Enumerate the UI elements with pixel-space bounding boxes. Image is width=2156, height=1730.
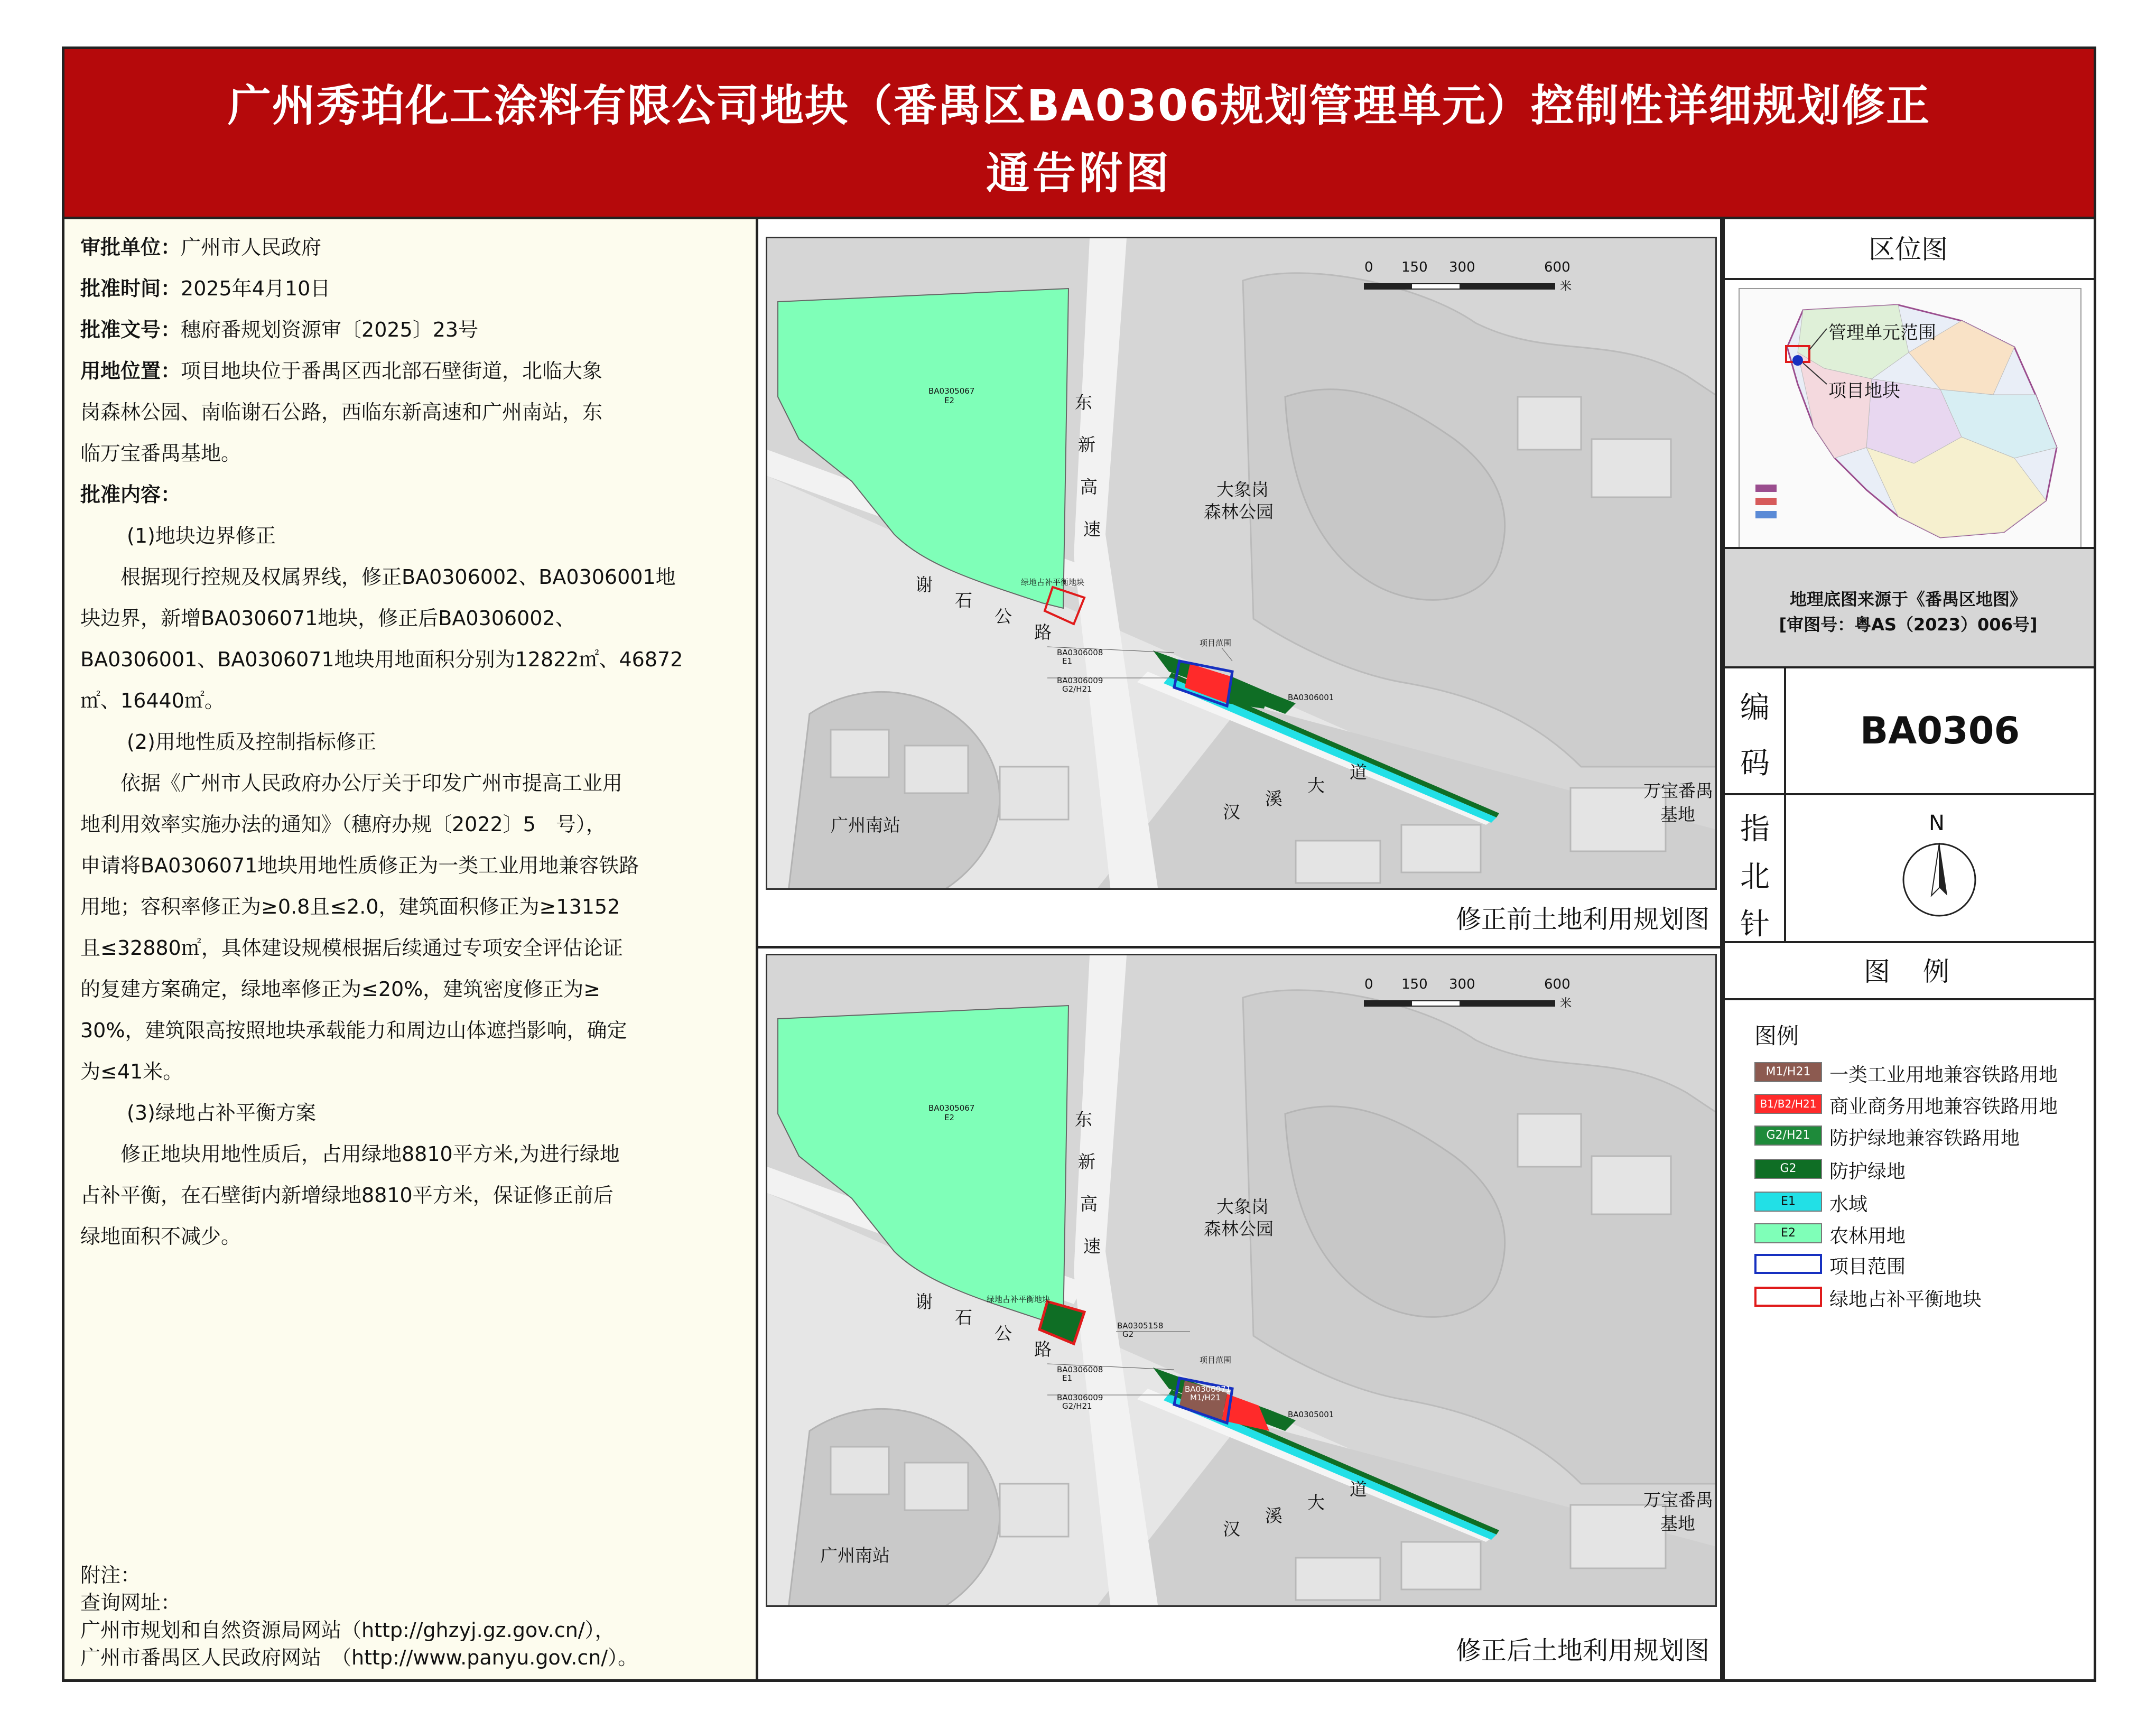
code-label-char: 码 xyxy=(1740,746,1770,780)
paragraph-line: BA0306001、BA0306071地块用地面积分别为12822㎡、46872 xyxy=(80,648,683,671)
paragraph-line: 块边界，新增BA0306071地块，修正后BA0306002、 xyxy=(80,607,575,630)
map-before-panel xyxy=(758,219,1723,948)
parcel-code: M1/H21 xyxy=(1190,1393,1221,1402)
park-label: 森林公园 xyxy=(1204,501,1274,522)
legend-label: 农林用地 xyxy=(1829,1225,1906,1247)
station-label: 广州南站 xyxy=(831,815,900,835)
road-label: 溪 xyxy=(1265,1505,1283,1526)
parcel-id: BA0305158 xyxy=(1117,1321,1164,1331)
road-label: 谢 xyxy=(915,574,933,595)
north-n-label: N xyxy=(1929,811,1945,835)
map-source-line1: 地理底图来源于《番禺区地图》 xyxy=(1789,589,2027,609)
right-info-panel xyxy=(1723,219,2094,1679)
map-after[interactable] xyxy=(766,954,1717,1607)
location-line: 岗森林公园、南临谢石公路，西临东新高速和广州南站，东 xyxy=(80,401,603,424)
location-row xyxy=(80,350,602,392)
paragraph-line: ㎡、16440㎡。 xyxy=(80,689,225,712)
map-before-title: 修正前土地利用规划图 xyxy=(1455,905,1709,934)
notes-link-ghzyj[interactable]: 广州市规划和自然资源局网站（http://ghzyj.gz.gov.cn/）， xyxy=(80,1619,615,1642)
map-after-panel xyxy=(758,948,1723,1679)
road-label: 速 xyxy=(1083,519,1101,540)
road-label: 速 xyxy=(1083,1236,1101,1257)
paragraph-line: 依据《广州市人民政府办公厅关于印发广州市提高工业用 xyxy=(120,771,623,795)
road-label: 道 xyxy=(1350,762,1367,783)
title-bar xyxy=(64,49,2094,219)
road-label: 新 xyxy=(1078,434,1095,455)
map-after-svg xyxy=(767,955,1717,1607)
scale-unit: 米 xyxy=(1560,280,1572,293)
map-label: 绿地占补平衡地块 xyxy=(1021,578,1085,587)
legend-swatch: E1 xyxy=(1754,1192,1822,1212)
page-title: 广州秀珀化工涂料有限公司地块（番禺区BA0306规划管理单元）控制性详细规划修正 xyxy=(227,81,1931,131)
legend xyxy=(1723,1000,2094,1679)
map-after-title: 修正后土地利用规划图 xyxy=(1455,1636,1709,1666)
paragraph-line: 根据现行控规及权属界线，修正BA0306002、BA0306001地 xyxy=(120,565,676,589)
map-before-svg xyxy=(767,238,1717,890)
map-before[interactable] xyxy=(766,237,1717,890)
scale-tick: 150 xyxy=(1401,976,1428,992)
paragraph-line: 用地；容积率修正为≥0.8且≤2.0，建筑面积修正为≥13152 xyxy=(80,895,620,918)
scale-tick: 150 xyxy=(1401,259,1428,275)
location-inset-map[interactable] xyxy=(1739,288,2081,549)
code-label-char: 编 xyxy=(1740,691,1770,725)
road-label: 石 xyxy=(955,590,972,611)
content-label xyxy=(80,474,181,515)
divider xyxy=(1723,219,1725,1679)
scale-tick: 600 xyxy=(1544,259,1570,275)
north-label-char: 针 xyxy=(1740,907,1770,942)
approver-value: 广州市人民政府 xyxy=(181,236,322,259)
area-label: 万宝番禺 xyxy=(1643,1490,1713,1510)
parcel-id: BA0306008 xyxy=(1057,1365,1103,1374)
parcel-id: BA0305001 xyxy=(1288,1410,1334,1419)
area-label: 基地 xyxy=(1660,804,1695,825)
parcel-code: E2 xyxy=(944,396,955,405)
section-title: (1)地块边界修正 xyxy=(127,524,276,547)
scale-tick: 300 xyxy=(1449,259,1475,275)
parcel-id: BA0306001 xyxy=(1288,693,1334,702)
north-arrow-icon xyxy=(1897,838,1982,922)
parcel-code: E1 xyxy=(1062,1373,1073,1383)
area-label: 基地 xyxy=(1660,1513,1695,1534)
unit-code: BA0306 xyxy=(1860,709,2020,752)
legend-header: 图 例 xyxy=(1723,943,2094,1000)
content-label-text: 批准内容： xyxy=(80,483,181,506)
legend-label: 一类工业用地兼容铁路用地 xyxy=(1829,1064,2058,1086)
north-label-char: 指 xyxy=(1740,812,1770,847)
road-label: 高 xyxy=(1080,1194,1098,1214)
date-row xyxy=(80,268,330,309)
north-box xyxy=(1723,795,2094,943)
park-label: 大象岗 xyxy=(1216,479,1269,500)
paragraph-line: 占补平衡，在石壁街内新增绿地8810平方米，保证修正前后 xyxy=(80,1184,614,1207)
scale-tick: 600 xyxy=(1544,976,1570,992)
parcel-code: G2/H21 xyxy=(1062,684,1092,694)
paragraph-line: 绿地面积不减少。 xyxy=(80,1225,241,1248)
legend-label: 水域 xyxy=(1829,1194,1868,1215)
doc-value: 穗府番规划资源审〔2025〕23号 xyxy=(181,318,479,341)
inset-label: 管理单元范围 xyxy=(1828,322,1936,343)
location-line: 临万宝番禺基地。 xyxy=(80,442,241,465)
approver-label: 审批单位： xyxy=(80,236,181,259)
legend-swatch-project xyxy=(1754,1254,1822,1274)
parcel-code: E2 xyxy=(944,1113,955,1122)
page-subtitle: 通告附图 xyxy=(986,148,1172,199)
code-label-cell xyxy=(1723,668,1786,793)
park-label: 大象岗 xyxy=(1216,1196,1269,1217)
road-label: 高 xyxy=(1080,477,1098,497)
map-label: 项目范围 xyxy=(1200,1355,1232,1365)
paragraph-line: 为≤41米。 xyxy=(80,1060,183,1083)
approver-row xyxy=(80,227,321,268)
scale-unit: 米 xyxy=(1560,997,1572,1010)
road-label: 大 xyxy=(1307,1492,1325,1513)
notes-label: 附注： xyxy=(80,1564,141,1587)
legend-label: 绿地占补平衡地块 xyxy=(1829,1289,1982,1310)
area-label: 万宝番禺 xyxy=(1643,780,1713,801)
legend-label: 商业商务用地兼容铁路用地 xyxy=(1829,1096,2058,1118)
doc-label: 批准文号： xyxy=(80,318,181,341)
inset-label: 项目地块 xyxy=(1828,380,1900,402)
parcel-code: G2 xyxy=(1122,1329,1134,1339)
notes-link-panyu[interactable]: 广州市番禺区人民政府网站 （http://www.panyu.gov.cn/）。 xyxy=(80,1646,638,1669)
map-source-box xyxy=(1723,547,2094,668)
code-box xyxy=(1723,668,2094,795)
park-label: 森林公园 xyxy=(1204,1219,1274,1239)
paragraph-line: 地利用效率实施办法的通知》（穗府办规〔2022〕5 号）， xyxy=(80,813,606,836)
legend-swatch: B1/B2/H21 xyxy=(1754,1094,1822,1114)
legend-title: 图例 xyxy=(1754,1023,1799,1049)
location-line: 项目地块位于番禺区西北部石壁街道，北临大象 xyxy=(181,359,603,383)
parcel-id: BA0306009 xyxy=(1057,1393,1103,1402)
road-label: 路 xyxy=(1034,1339,1052,1360)
paragraph-line: 的复建方案确定，绿地率修正为≤20%，建筑密度修正为≥ xyxy=(80,978,601,1001)
map-label: 绿地占补平衡地块 xyxy=(987,1295,1051,1304)
map-label: 项目范围 xyxy=(1200,638,1232,648)
road-label: 东 xyxy=(1075,1109,1092,1130)
location-map-title: 区位图 xyxy=(1723,219,2094,280)
paragraph-line: 30%，建筑限高按照地块承载能力和周边山体遮挡影响，确定 xyxy=(80,1019,627,1042)
parcel-code: E1 xyxy=(1062,656,1073,666)
doc-row xyxy=(80,309,478,350)
road-label: 汉 xyxy=(1223,802,1240,822)
road-label: 公 xyxy=(995,1323,1012,1344)
road-label: 石 xyxy=(955,1307,972,1328)
road-label: 东 xyxy=(1075,392,1092,413)
road-label: 大 xyxy=(1307,775,1325,796)
paragraph-line: 且≤32880㎡，具体建设规模根据后续通过专项安全评估论证 xyxy=(80,936,623,960)
station-label: 广州南站 xyxy=(820,1545,890,1566)
north-label-cell xyxy=(1723,795,1786,941)
parcel-id: BA0305067 xyxy=(928,1103,975,1113)
date-label: 批准时间： xyxy=(80,277,181,300)
location-label: 用地位置： xyxy=(80,359,181,383)
legend-swatch: G2 xyxy=(1754,1159,1822,1179)
date-value: 2025年4月10日 xyxy=(181,277,331,300)
road-label: 新 xyxy=(1078,1151,1095,1172)
legend-label: 项目范围 xyxy=(1829,1256,1906,1278)
section-title: (2)用地性质及控制指标修正 xyxy=(127,730,376,754)
legend-swatch: M1/H21 xyxy=(1754,1062,1822,1082)
paragraph-line: 修正地块用地性质后，占用绿地8810平方米,为进行绿地 xyxy=(120,1142,620,1166)
parcel-id: BA0306008 xyxy=(1057,648,1103,657)
road-label: 汉 xyxy=(1223,1519,1240,1539)
road-label: 公 xyxy=(995,606,1012,627)
approval-text-panel xyxy=(64,219,758,1679)
road-label: 谢 xyxy=(915,1291,933,1312)
section-title: (3)绿地占补平衡方案 xyxy=(127,1101,316,1124)
legend-label: 防护绿地兼容铁路用地 xyxy=(1829,1128,2020,1149)
legend-label: 防护绿地 xyxy=(1829,1161,1906,1183)
paragraph-line: 申请将BA0306071地块用地性质修正为一类工业用地兼容铁路 xyxy=(80,854,639,877)
parcel-id: BA0305067 xyxy=(928,386,975,396)
legend-swatch: E2 xyxy=(1754,1223,1822,1243)
map-source-line2: [审图号：粤AS（2023）006号] xyxy=(1779,615,2038,635)
parcel-id: BA0306009 xyxy=(1057,676,1103,685)
legend-swatch: G2/H21 xyxy=(1754,1126,1822,1146)
road-label: 溪 xyxy=(1265,788,1283,809)
north-label-char: 北 xyxy=(1740,860,1770,894)
parcel-code: G2/H21 xyxy=(1062,1401,1092,1411)
road-label: 路 xyxy=(1034,622,1052,643)
legend-swatch-green-balance xyxy=(1754,1287,1822,1307)
scale-tick: 0 xyxy=(1364,259,1373,275)
road-label: 道 xyxy=(1350,1479,1367,1500)
scale-tick: 0 xyxy=(1364,976,1373,992)
scale-tick: 300 xyxy=(1449,976,1475,992)
parcel-id: BA0306071 xyxy=(1185,1384,1231,1394)
notes-query-label: 查询网址： xyxy=(80,1591,181,1614)
